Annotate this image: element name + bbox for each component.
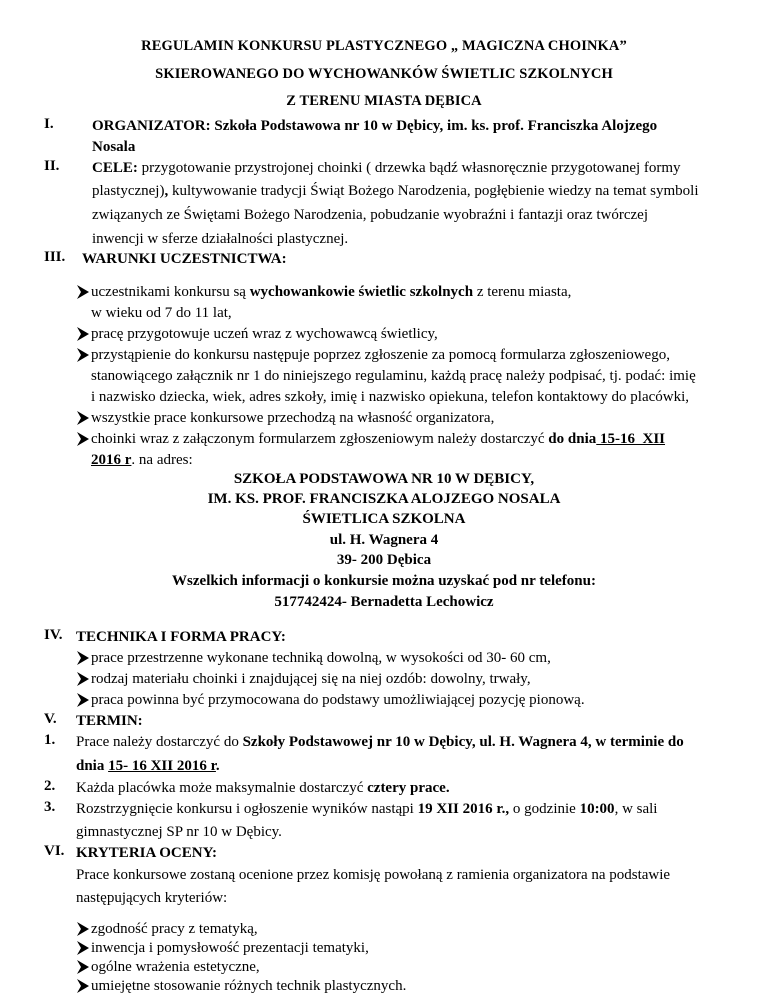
goals-text-2a: plastycznej) [92, 183, 165, 199]
list-item [76, 345, 722, 366]
section-num-criteria: VI. [44, 843, 65, 859]
arrow-bullet-icon [76, 940, 90, 956]
cond-1-line-2: w wieku od 7 do 11 lat, [91, 305, 232, 321]
section-num-goals: II. [44, 158, 60, 174]
cond-3-line-2: stanowiącego załącznik nr 1 do niniejszego regulaminu, każdą pracę należy podpisać, tj. podać: imię [91, 368, 696, 384]
goals-comma: , [164, 183, 169, 199]
deadline-item-1-line-2 [76, 756, 220, 777]
cond-2: pracę przygotowuje uczeń wraz z wychowawcą świetlicy, [91, 326, 438, 342]
section-num-deadline: V. [44, 711, 57, 727]
deadline-item-num-2: 2. [44, 778, 56, 794]
deadline-1-date: 15- 16 XII 2016 r [108, 758, 216, 774]
list-item [76, 648, 722, 669]
section-num-organizer: I. [44, 116, 54, 132]
list-item [76, 324, 722, 345]
address-line-5: 39- 200 Dębica [336, 552, 432, 568]
arrow-bullet-icon [76, 959, 90, 975]
criteria-intro-1: Prace konkursowe zostaną ocenione przez komisję powołaną z ramienia organizatora na podstawie [76, 867, 671, 883]
criteria-intro-2: następujących kryteriów: [76, 890, 228, 906]
organizer-label: ORGANIZATOR: [92, 118, 211, 134]
tech-3: praca powinna być przymocowana do podstawy umożliwiającej pozycję pionową. [91, 692, 585, 708]
section-num-technique: IV. [44, 627, 63, 643]
address-line-3: ŚWIETLICA SZKOLNA [302, 511, 466, 527]
deadline-1-c: dnia [76, 758, 109, 774]
list-item [76, 957, 722, 978]
cond-1-b: wychowankowie świetlic szkolnych [249, 284, 474, 300]
deadline-item-num-3: 3. [44, 799, 56, 815]
deadline-2-a: Każda placówka może maksymalnie dostarczyć [76, 780, 368, 796]
deadline-3-b: 19 XII 2016 r., [417, 801, 510, 817]
organizer-line-1 [92, 116, 722, 137]
list-item [76, 282, 722, 303]
organizer-text: Szkoła Podstawowa nr 10 w Dębicy, im. ks. prof. Franciszka Alojzego [214, 118, 658, 134]
cond-3-line-3: i nazwisko dziecka, wiek, adres szkoły, imię i nazwisko opiekuna, telefon kontaktowy do placówki, [91, 389, 690, 405]
title-line-2: SKIEROWANEGO DO WYCHOWANKÓW ŚWIETLIC SZKOLNYCH [155, 66, 613, 82]
list-item [76, 669, 722, 690]
cond-5-line-1 [91, 429, 722, 450]
arrow-bullet-icon [76, 284, 90, 300]
conditions-label: WARUNKI UCZESTNICTWA: [82, 251, 287, 267]
list-item [76, 408, 722, 429]
arrow-bullet-icon [76, 347, 90, 363]
deadline-item-2 [76, 778, 450, 799]
goals-text-1: przygotowanie przystrojonej choinki ( drzewka bądź własnoręcznie przygotowanej formy [141, 160, 681, 176]
deadline-3-a: Rozstrzygnięcie konkursu i ogłoszenie wyników nastąpi [76, 801, 418, 817]
list-item [76, 919, 722, 940]
cond-5-c: 15-16 XII [596, 431, 666, 447]
goals-label: CELE: [92, 160, 138, 176]
tech-2: rodzaj materiału choinki i znajdującej się na niej ozdób: dowolny, trwały, [91, 671, 531, 687]
goals-line-4: inwencji w sferze działalności plastycznej. [92, 231, 349, 247]
arrow-bullet-icon [76, 671, 90, 687]
goals-line-1 [92, 158, 722, 179]
section-num-conditions: III. [44, 249, 66, 265]
list-item [76, 690, 722, 711]
deadline-label: TERMIN: [76, 713, 143, 729]
list-item-continuation [76, 303, 722, 324]
title-line-1: REGULAMIN KONKURSU PLASTYCZNEGO „ MAGICZNA CHOINKA” [141, 38, 627, 54]
arrow-bullet-icon [76, 921, 90, 937]
deadline-1-e: . [215, 758, 220, 774]
title-line-3: Z TERENU MIASTA DĘBICA [286, 93, 482, 109]
goals-line-2 [92, 181, 722, 202]
arrow-bullet-icon [76, 431, 90, 447]
goals-text-2c: kultywowanie tradycji Świąt Bożego Narodzenia, pogłębienie wiedzy na temat symboli [168, 183, 699, 199]
deadline-item-num-1: 1. [44, 732, 56, 748]
list-item [76, 938, 722, 959]
list-item-continuation [76, 387, 722, 408]
address-line-1: SZKOŁA PODSTAWOWA NR 10 W DĘBICY, [233, 471, 535, 487]
cond-5-e: . na adres: [131, 452, 193, 468]
address-line-4: ul. H. Wagnera 4 [329, 532, 439, 548]
criteria-label: KRYTERIA OCENY: [76, 845, 218, 861]
cond-1-c: z terenu miasta, [473, 284, 572, 300]
deadline-1-b: Szkoły Podstawowej nr 10 w Dębicy, ul. H. Wagnera 4, w terminie do [242, 734, 684, 750]
list-item-continuation [76, 450, 722, 471]
arrow-bullet-icon [76, 410, 90, 426]
deadline-item-3-line-2: gimnastycznej SP nr 10 w Dębicy. [76, 824, 282, 840]
goals-line-3: związanych ze Świętami Bożego Narodzenia, pobudzanie wyobraźni i fantazji oraz twórczej [92, 207, 648, 223]
organizer-line-2: Nosala [92, 139, 136, 155]
cond-5-b: do dnia [548, 431, 597, 447]
list-item [76, 429, 722, 450]
arrow-bullet-icon [76, 692, 90, 708]
deadline-3-c: o godzinie [509, 801, 580, 817]
cond-5-a: choinki wraz z załączonym formularzem zgłoszeniowym należy dostarczyć [91, 431, 549, 447]
deadline-3-d: 10:00 [579, 801, 615, 817]
address-line-2: IM. KS. PROF. FRANCISZKA ALOJZEGO NOSALA [207, 491, 561, 507]
tech-1: prace przestrzenne wykonane techniką dowolną, w wysokości od 30- 60 cm, [91, 650, 551, 666]
contact-phone: 517742424- Bernadetta Lechowicz [274, 594, 494, 610]
deadline-item-3 [76, 799, 722, 820]
contact-info-line: Wszelkich informacji o konkursie można uzyskać pod nr telefonu: [172, 573, 596, 589]
list-item-continuation [76, 366, 722, 387]
crit-3: ogólne wrażenia estetyczne, [91, 959, 260, 975]
cond-4: wszystkie prace konkursowe przechodzą na własność organizatora, [91, 410, 495, 426]
deadline-1-a: Prace należy dostarczyć do [76, 734, 243, 750]
crit-1: zgodność pracy z tematyką, [91, 921, 258, 937]
arrow-bullet-icon [76, 978, 90, 994]
cond-5-d: 2016 r [91, 452, 132, 468]
technique-label: TECHNIKA I FORMA PRACY: [76, 629, 286, 645]
crit-4: umiejętne stosowanie różnych technik plastycznych. [91, 978, 407, 994]
deadline-3-e: , w sali [614, 801, 658, 817]
crit-2: inwencja i pomysłowość prezentacji tematyki, [91, 940, 369, 956]
arrow-bullet-icon [76, 326, 90, 342]
cond-1-a: uczestnikami konkursu są [91, 284, 250, 300]
arrow-bullet-icon [76, 650, 90, 666]
deadline-2-b: cztery prace. [367, 780, 450, 796]
deadline-item-1 [76, 732, 722, 753]
cond-3-line-1: przystąpienie do konkursu następuje poprzez zgłoszenie za pomocą formularza zgłoszeniowego, [91, 347, 670, 363]
